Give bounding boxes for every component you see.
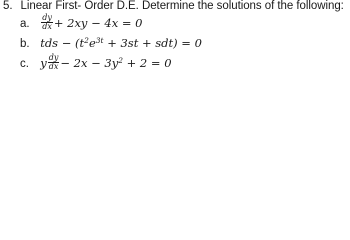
equation-a [20,15,142,32]
equation-b [20,36,202,50]
exponent-2: 2 [118,55,123,65]
fraction-dy-dx: $\frac{dy}{dx}$ [42,13,52,31]
question-heading [3,0,344,12]
equation-a-rest: + 2xy − 4x = 0 [53,15,143,30]
equation-c-math: y $\frac{dy}{dx}$ − $2x - 3y^2 + 2 = 0$ [40,53,172,71]
question-text: Linear First- Order D.E. Determine the solutions of the following: [20,0,344,12]
exponent-3t: 3t [95,36,104,45]
item-label-b: b. [20,38,30,50]
question-number: 5. [3,0,13,12]
exponent-2: 2 [84,36,89,45]
equation-a-math [40,13,143,31]
equation-c [20,55,172,72]
item-label-c: c. [20,57,29,70]
fraction-dy-dx: $\frac{dy}{dx}$ [48,53,59,71]
equation-b-math: tds − $(t^2e^{3t} + 3st + sdt) = 0$ [40,36,202,50]
item-label-a: a. [20,17,30,30]
